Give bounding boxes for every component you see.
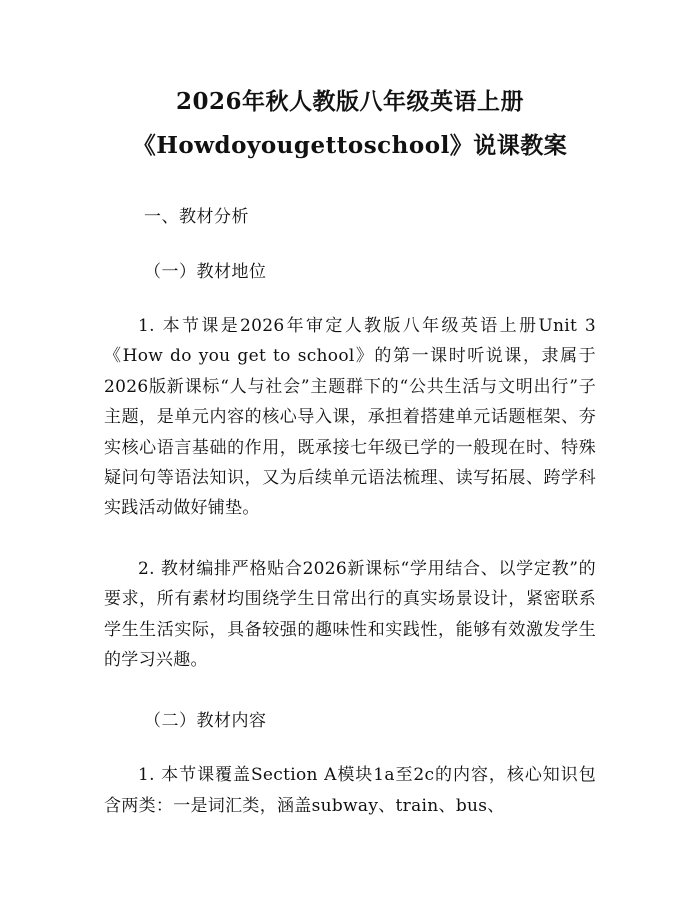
subsection-heading-textbook-content: （二）教材内容 [144, 711, 267, 732]
document-title-line-2: 《Howdoyougettoschool》说课教案 [132, 132, 568, 159]
paragraph-1: 1. 本节课是2026年审定人教版八年级英语上册Unit 3《How do you get to school》的第一课时听说课，隶属于2026版新课标“人与社会”主题群下的“公共生活与文明出行”子主题，是单元内容的核心导入课，承担着搭建单元话题框架、夯实核心语言基础的作用，既承接七年级已学的一般现在时、特殊疑问句等语法知识，又为后续单元语法梳理、读写拓展、跨学科实践活动做好铺垫。 [104, 316, 596, 519]
paragraph-3: 1. 本节课覆盖Section A模块1a至2c的内容，核心知识包含两类：一是词汇类，涵盖subway、train、bus、 [104, 765, 596, 816]
subsection-heading-textbook-status: （一）教材地位 [144, 262, 267, 282]
section-heading-textbook-analysis: 一、教材分析 [144, 207, 249, 227]
document-title-line-1: 2026年秋人教版八年级英语上册 [175, 88, 524, 115]
paragraph-2: 2. 教材编排严格贴合2026新课标“学用结合、以学定教”的要求，所有素材均围绕学生日常出行的真实场景设计，紧密联系学生生活实际，具备较强的趣味性和实践性，能够有效激发学生的学习兴趣。 [104, 558, 596, 671]
